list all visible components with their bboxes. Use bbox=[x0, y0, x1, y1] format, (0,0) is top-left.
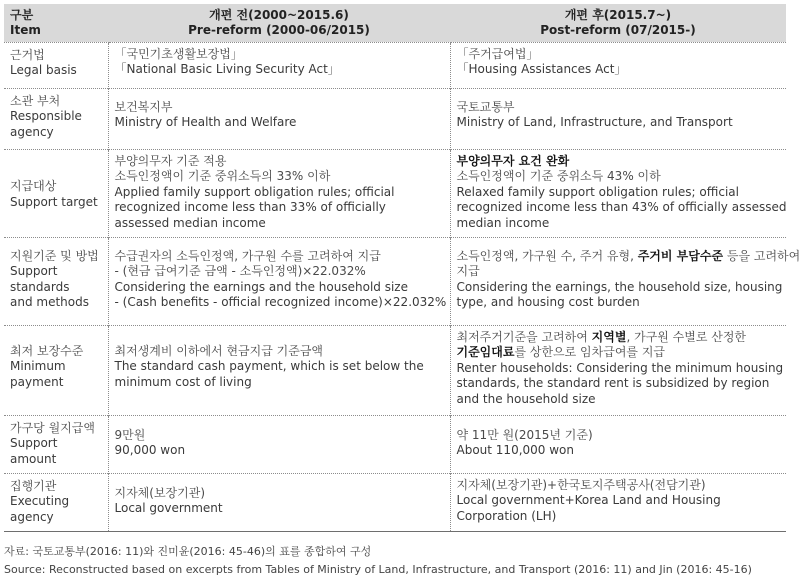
pre-line: Local government bbox=[114, 501, 223, 516]
post-cell bbox=[450, 473, 786, 531]
header-post-en: Post-reform (07/2015-) bbox=[540, 22, 696, 37]
post-emphasis: 지역별 bbox=[591, 329, 627, 344]
post-line: Relaxed family support obligation rules; official bbox=[456, 184, 739, 199]
pre-line: 9만원 bbox=[114, 427, 146, 442]
post-emphasis: 부양의무자 요건 완화 bbox=[456, 153, 570, 168]
row-support-standards bbox=[4, 237, 786, 325]
post-line: Renter households: Considering the minimum housing bbox=[456, 360, 784, 375]
source-note-ko: 자료: 국토교통부(2016: 11)와 진미윤(2016: 45-46)의 표를 종합하여 구성 bbox=[4, 545, 372, 558]
label-ko: 지원기준 및 방법 bbox=[10, 248, 99, 263]
label-en: agency bbox=[10, 124, 54, 139]
pre-line: 소득인정액이 기준 중위소득의 33% 이하 bbox=[114, 169, 331, 184]
label-en: payment bbox=[10, 374, 64, 389]
label-cell bbox=[4, 415, 108, 473]
label-en: standards bbox=[10, 279, 70, 294]
pre-line: minimum cost of living bbox=[114, 374, 252, 389]
post-line: median income bbox=[456, 215, 550, 230]
pre-line: Applied family support obligation rules; official bbox=[114, 184, 395, 199]
label-ko: 최저 보장수준 bbox=[10, 343, 84, 358]
pre-line: 지자체(보장기관) bbox=[114, 485, 206, 500]
housing-benefit-comparison-table bbox=[4, 4, 800, 532]
post-line: About 110,000 won bbox=[456, 443, 574, 458]
header-pre-ko: 개편 전(2000~2015.6) bbox=[209, 7, 349, 22]
pre-line: - (Cash benefits - official recognized income)×22.032% bbox=[114, 295, 447, 310]
label-en: amount bbox=[10, 451, 57, 466]
post-line: 국토교통부 bbox=[456, 99, 515, 114]
post-line bbox=[457, 345, 781, 361]
pre-line: 수급권자의 소득인정액, 가구원 수를 고려하여 지급 bbox=[114, 248, 381, 263]
post-line: Corporation (LH) bbox=[456, 508, 557, 523]
label-ko: 가구당 월지급액 bbox=[10, 420, 95, 435]
post-emphasis: 주거비 부담수준 bbox=[637, 248, 724, 263]
post-cell bbox=[450, 325, 786, 415]
post-cell bbox=[450, 237, 800, 325]
post-line: standards, the standard rent is subsidized by region bbox=[456, 376, 770, 391]
header-pre-en: Pre-reform (2000-06/2015) bbox=[188, 22, 370, 37]
pre-cell bbox=[108, 88, 450, 149]
row-responsible-agency bbox=[4, 88, 786, 149]
label-cell bbox=[4, 473, 108, 531]
post-cell bbox=[450, 88, 786, 149]
post-line bbox=[456, 248, 800, 265]
label-ko: 소관 부처 bbox=[10, 93, 61, 108]
post-line: 약 11만 원(2015년 기준) bbox=[456, 427, 593, 442]
row-minimum-payment bbox=[4, 325, 786, 415]
header-row bbox=[4, 4, 786, 42]
row-executing-agency bbox=[4, 473, 786, 531]
label-en: Minimum bbox=[10, 359, 66, 374]
header-post-ko: 개편 후(2015.7~) bbox=[564, 7, 672, 22]
pre-cell bbox=[108, 325, 450, 415]
header-item-ko: 구분 bbox=[10, 7, 34, 22]
post-text: 를 상한으로 임차급여를 지급 bbox=[514, 345, 666, 360]
post-line: Local government+Korea Land and Housing bbox=[456, 493, 721, 508]
post-text: , 가구원 수별로 산정한 bbox=[626, 329, 747, 344]
row-support-target bbox=[4, 149, 786, 237]
label-en: Support bbox=[10, 436, 58, 451]
post-cell bbox=[450, 415, 786, 473]
pre-cell bbox=[108, 42, 450, 88]
pre-line: assessed median income bbox=[114, 215, 266, 230]
post-line: 「주거급여법」 bbox=[456, 46, 539, 61]
pre-cell bbox=[108, 415, 450, 473]
post-line: 지자체(보장기관)+한국토지주택공사(전담기관) bbox=[456, 477, 706, 492]
post-line: 소득인정액이 기준 중위소득 43% 이하 bbox=[456, 169, 661, 184]
label-cell bbox=[4, 88, 108, 149]
label-ko: 근거법 bbox=[10, 47, 45, 62]
post-line: and the household size bbox=[456, 391, 596, 406]
label-en: Support target bbox=[10, 194, 98, 209]
pre-line: recognized income less than 33% of officially bbox=[114, 200, 386, 215]
post-line: recognized income less than 43% of officially assessed bbox=[456, 200, 787, 215]
pre-line: 부양의무자 기준 적용 bbox=[114, 153, 227, 168]
pre-line: - (현금 급여기준 금액 - 소득인정액)×22.032% bbox=[114, 264, 366, 279]
post-text: 등을 고려하여 bbox=[723, 248, 800, 263]
row-support-amount bbox=[4, 415, 786, 473]
label-en: Responsible bbox=[10, 109, 82, 124]
post-line: Ministry of Land, Infrastructure, and Transport bbox=[456, 115, 733, 130]
source-note-en: Source: Reconstructed based on excerpts from Tables of Ministry of Land, Infrastructure, and Transport (2016: 11) and Jin (2016: 45-16) bbox=[4, 563, 752, 576]
pre-line: Ministry of Health and Welfare bbox=[114, 115, 297, 130]
label-ko: 지급대상 bbox=[10, 178, 57, 193]
post-cell bbox=[450, 149, 786, 237]
post-line: type, and housing cost burden bbox=[456, 295, 640, 310]
row-legal-basis bbox=[4, 42, 786, 88]
post-emphasis: 기준임대료 bbox=[456, 345, 515, 360]
post-line bbox=[457, 330, 781, 346]
label-cell bbox=[4, 42, 108, 88]
header-post-reform bbox=[450, 4, 786, 42]
pre-line: Considering the earnings and the household size bbox=[114, 279, 408, 294]
header-item bbox=[4, 4, 108, 42]
post-text: 소득인정액, 가구원 수, 주거 유형, bbox=[456, 248, 638, 263]
post-text: 최저주거기준을 고려하여 bbox=[456, 329, 592, 344]
pre-line: 보건복지부 bbox=[114, 99, 173, 114]
pre-line: The standard cash payment, which is set below the bbox=[114, 359, 424, 374]
label-cell bbox=[4, 237, 108, 325]
header-item-en: Item bbox=[10, 22, 41, 37]
pre-cell bbox=[108, 473, 450, 531]
pre-line: 「국민기초생활보장법」 bbox=[114, 46, 243, 61]
label-en: Support bbox=[10, 264, 58, 279]
post-line: 지급 bbox=[456, 264, 480, 279]
label-ko: 집행기관 bbox=[10, 478, 57, 493]
label-cell bbox=[4, 149, 108, 237]
post-line: Considering the earnings, the household size, housing bbox=[456, 279, 783, 294]
label-cell bbox=[4, 325, 108, 415]
pre-cell bbox=[108, 237, 450, 325]
label-en: Legal basis bbox=[10, 63, 77, 78]
label-en: and methods bbox=[10, 295, 89, 310]
pre-line: 90,000 won bbox=[114, 443, 186, 458]
post-cell bbox=[450, 42, 786, 88]
header-pre-reform bbox=[108, 4, 450, 42]
pre-line: 최저생계비 이하에서 현금지급 기준금액 bbox=[114, 343, 324, 358]
label-en: Executing bbox=[10, 494, 70, 509]
pre-line: 「National Basic Living Security Act」 bbox=[114, 62, 340, 77]
post-line: 「Housing Assistances Act」 bbox=[456, 62, 627, 77]
pre-cell bbox=[108, 149, 450, 237]
label-en: agency bbox=[10, 509, 54, 524]
